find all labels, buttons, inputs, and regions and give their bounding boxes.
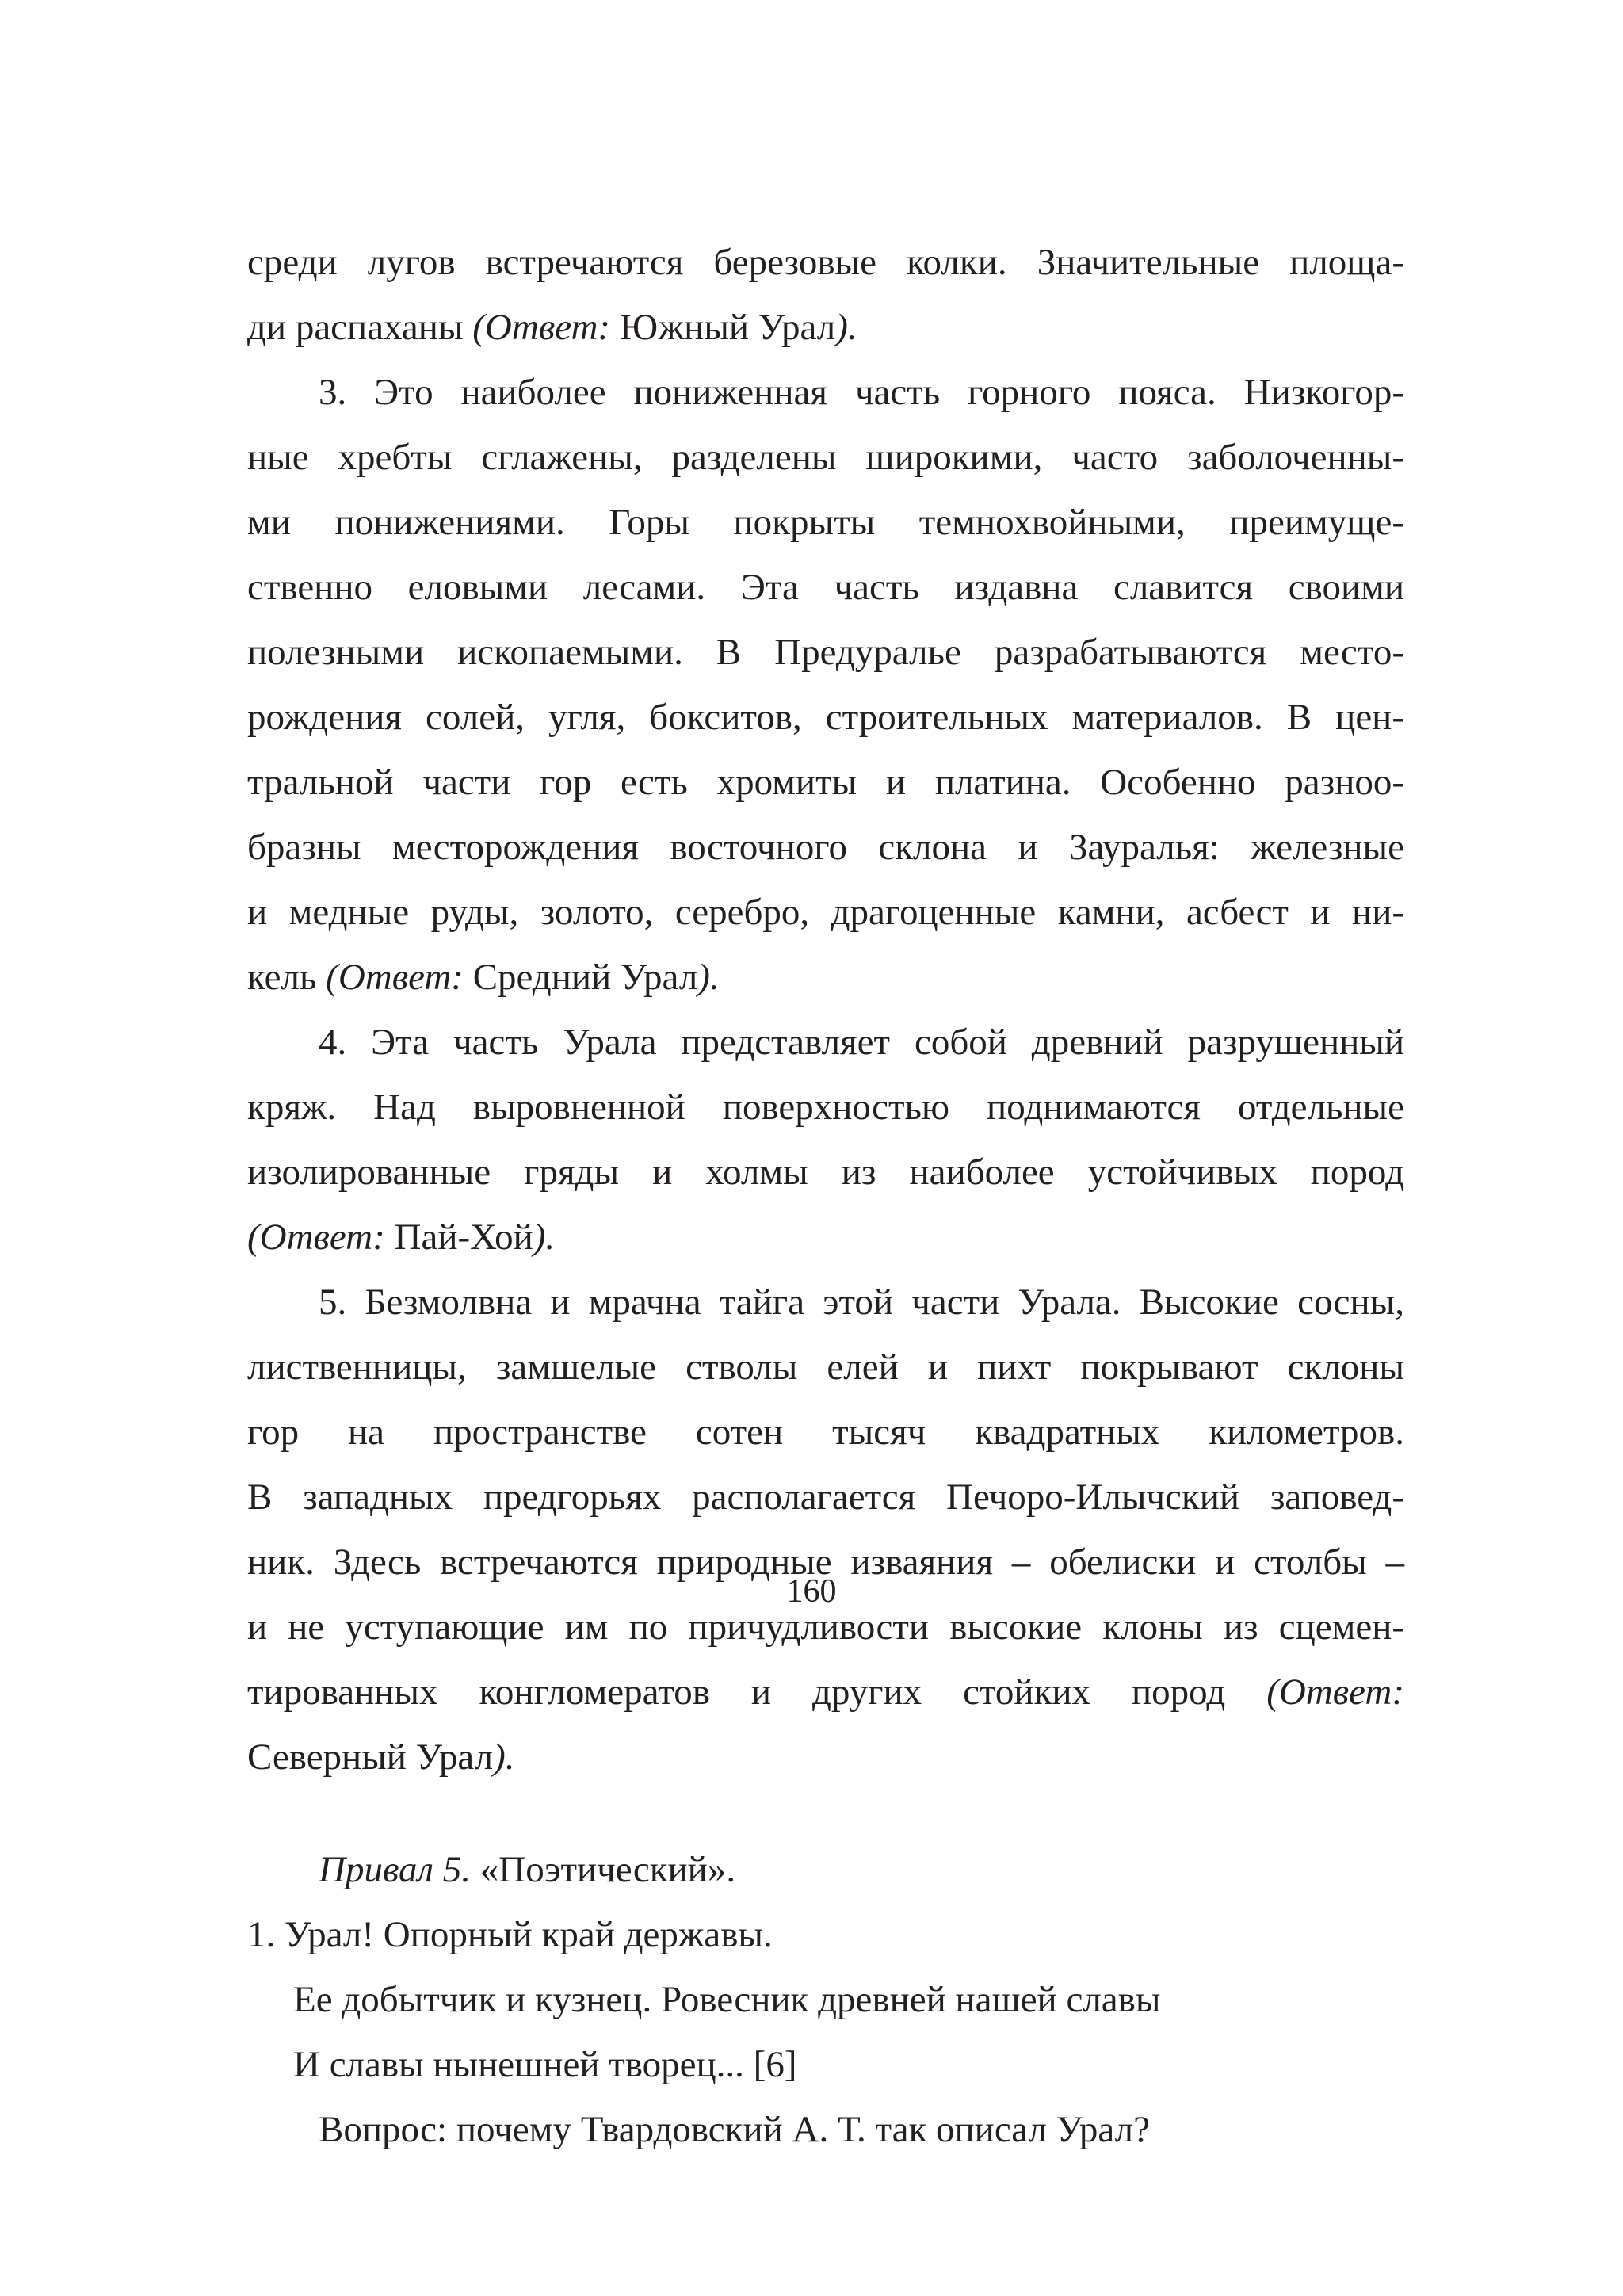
answer-value: Пай-Хой	[384, 1217, 533, 1258]
text-line: В западных предгорьях располагается Печоро-Илычский заповед-	[247, 1477, 1404, 1518]
answer-close: ).	[697, 957, 720, 998]
text-line: бразны месторождения восточного склона и Зауралья: железные	[247, 827, 1404, 868]
page-number: 160	[786, 1573, 837, 1610]
answer-label: (Ответ:	[247, 1217, 385, 1258]
text-span: тированных конгломератов и других стойких пород	[247, 1671, 1267, 1713]
halt-title-italic: Привал 5.	[319, 1849, 472, 1890]
answer-label: (Ответ:	[472, 307, 611, 348]
text-line: тральной части гор есть хромиты и платина. Особенно разноо-	[247, 762, 1404, 803]
answer-value: Средний Урал	[463, 957, 698, 998]
answer-close: ).	[835, 307, 857, 348]
poem-line: И славы нынешней творец... [6]	[293, 2044, 797, 2085]
spacer	[247, 1790, 1404, 1837]
text-line: лиственницы, замшелые стволы елей и пихт покрывают склоны	[247, 1347, 1404, 1388]
text-line	[247, 295, 1404, 360]
text-line: рождения солей, угля, бокситов, строительных материалов. В цен-	[247, 697, 1404, 738]
text-span: ди распаханы	[247, 307, 473, 348]
answer-value: Северный Урал	[247, 1736, 494, 1778]
text-line: ственно еловыми лесами. Эта часть издавна славится своими	[247, 567, 1404, 608]
text-line: ник. Здесь встречаются природные изваяния – обелиски и столбы –	[247, 1541, 1404, 1583]
text-line: ные хребты сглажены, разделены широкими, часто заболоченны-	[247, 437, 1404, 478]
answer-label: (Ответ:	[326, 957, 464, 998]
text-line: 3. Это наиболее пониженная часть горного пояса. Низкогор-	[319, 372, 1404, 413]
text-line: среди лугов встречаются березовые колки. Значительные площа-	[247, 242, 1404, 283]
answer-close: ).	[533, 1217, 556, 1258]
text-line: полезными ископаемыми. В Предуралье разрабатываются место-	[247, 632, 1404, 673]
text-line: ми понижениями. Горы покрыты темнохвойными, преимуще-	[247, 502, 1404, 543]
text-line	[247, 945, 1404, 1010]
text-line	[247, 1660, 1404, 1725]
text-line	[247, 1205, 1404, 1270]
poem-line: 1. Урал! Опорный край державы.	[247, 1914, 773, 1955]
halt-title	[247, 1837, 1404, 1902]
answer-close: ).	[493, 1736, 515, 1778]
text-line: изолированные гряды и холмы из наиболее устойчивых пород	[247, 1152, 1404, 1193]
question-line: Вопрос: почему Твардовский А. Т. так описал Урал?	[319, 2109, 1150, 2150]
poem-line: Ее добытчик и кузнец. Ровесник древней нашей славы	[293, 1979, 1161, 2020]
body-text	[247, 230, 1404, 2162]
halt-title-rest: «Поэтический».	[471, 1849, 736, 1890]
text-line: 5. Безмолвна и мрачна тайга этой части Урала. Высокие сосны,	[319, 1282, 1404, 1323]
text-line: и не уступающие им по причудливости высокие клоны из сцемен-	[247, 1606, 1404, 1648]
text-line: 4. Эта часть Урала представляет собой древний разрушенный	[319, 1022, 1404, 1063]
text-span: кель	[247, 957, 327, 998]
text-line	[247, 1725, 1404, 1790]
answer-label: (Ответ:	[1266, 1671, 1404, 1713]
text-line: гор на пространстве сотен тысяч квадратных километров.	[247, 1412, 1404, 1453]
answer-value: Южный Урал	[610, 307, 836, 348]
text-line: и медные руды, золото, серебро, драгоценные камни, асбест и ни-	[247, 892, 1404, 933]
text-line: кряж. Над выровненной поверхностью поднимаются отдельные	[247, 1087, 1404, 1128]
